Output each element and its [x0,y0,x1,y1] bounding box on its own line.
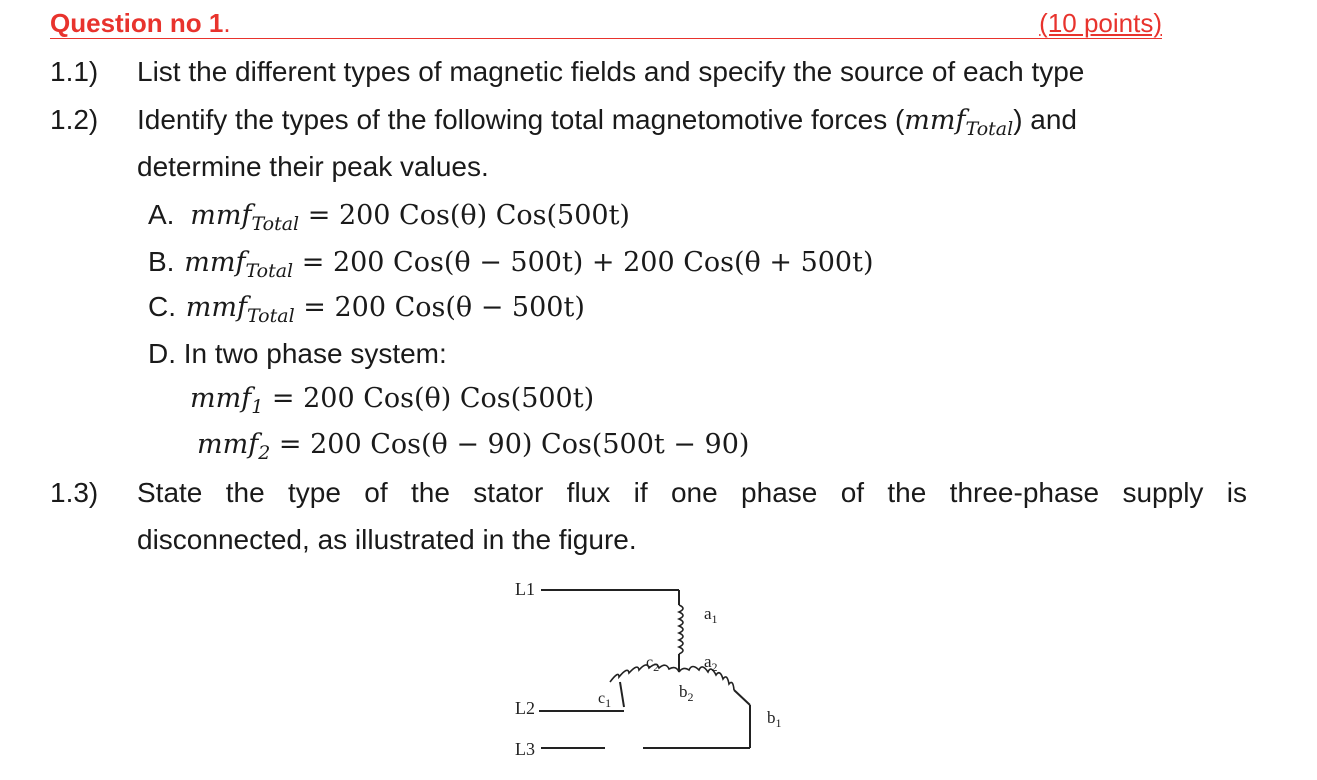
label-c2: $c_2$ [646,654,660,674]
item-1-1-text: List the different types of magnetic fields and specify the source of each type [137,56,1085,87]
label-c1: $c_1$ [598,690,612,710]
label-L2: L2 [515,698,535,718]
mmf1-equation: mmf$_1$ = 200 Cos(θ) Cos(500t) [190,383,595,418]
question-title: Question no 1. [50,8,231,38]
label-b2: $b_2$ [679,682,694,704]
option-d: D. In two phase system: [148,338,447,369]
coil-a [679,605,683,654]
option-c: C. mmf$_{Total}$ = 200 Cos(θ − 500t) [148,291,585,327]
mmf2-equation: mmf$_2$ = 200 Cos(θ − 90) Cos(500t − 90) [197,429,750,464]
label-L1: L1 [515,579,535,599]
item-1-2-text: Identify the types of the following total magnetomotive forces (mmf$_{Total}$) and [137,104,1078,140]
coil-c [610,665,679,683]
item-1-2-text-cont: determine their peak values. [137,151,489,182]
item-1-3-text-cont: disconnected, as illustrated in the figure. [137,524,637,555]
item-1-3-num: 1.3) [50,477,99,508]
star-connection-figure [505,575,805,780]
option-b: B. mmf$_{Total}$ = 200 Cos(θ − 500t) + 200 Cos(θ + 500t) [148,246,874,282]
label-a1: $a_1$ [704,604,718,626]
question-points: (10 points) [1039,8,1162,38]
item-1-2-num: 1.2) [50,104,99,135]
question-header [50,6,1162,39]
label-b1: $b_1$ [767,708,782,730]
label-L3: L3 [515,739,535,759]
item-1-3-text: State the type of the stator flux if one phase of the three-phase supply is [137,477,1247,508]
label-a2: $a_2$ [704,652,718,674]
option-a: A. mmf$_{Total}$ = 200 Cos(θ) Cos(500t) [148,199,630,235]
